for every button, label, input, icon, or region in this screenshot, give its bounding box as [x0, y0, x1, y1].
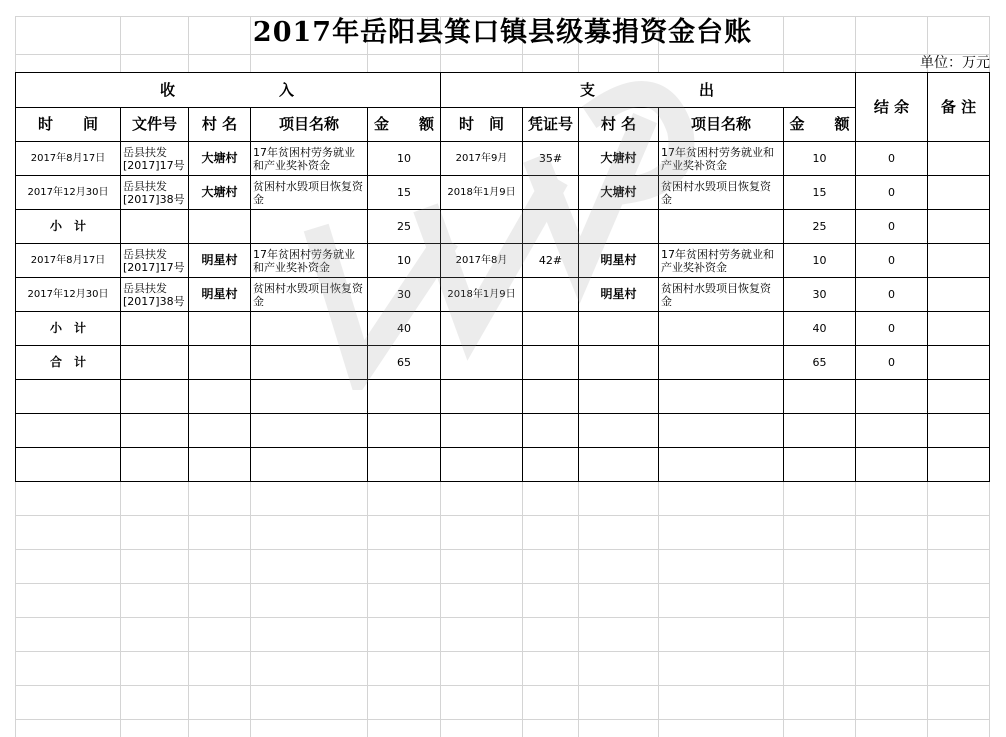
cell-expense-village: 明星村 [579, 244, 659, 278]
cell-expense-voucher: 35# [523, 142, 579, 176]
col-income-project: 项目名称 [251, 108, 368, 142]
cell-expense-amount: 25 [784, 210, 856, 244]
cell-income-project: 17年贫困村劳务就业和产业奖补资金 [251, 244, 368, 278]
cell-expense-project [659, 346, 784, 380]
income-header: 收 入 [16, 73, 441, 108]
cell-income-project [251, 380, 368, 414]
cell-income-village [189, 414, 251, 448]
cell-income-village [189, 448, 251, 482]
cell-income-time: 小 计 [16, 210, 121, 244]
col-expense-amount: 金 额 [784, 108, 856, 142]
cell-expense-voucher [523, 176, 579, 210]
col-expense-village: 村 名 [579, 108, 659, 142]
cell-income-doc [121, 414, 189, 448]
cell-income-amount [368, 448, 441, 482]
cell-income-time: 2017年8月17日 [16, 142, 121, 176]
cell-expense-village [579, 414, 659, 448]
unit-label: 单位：万元 [920, 55, 990, 71]
cell-expense-village: 明星村 [579, 278, 659, 312]
cell-expense-village: 大塘村 [579, 142, 659, 176]
table-row [16, 278, 990, 312]
cell-expense-village [579, 210, 659, 244]
cell-expense-project [659, 312, 784, 346]
cell-income-amount [368, 414, 441, 448]
cell-income-amount: 30 [368, 278, 441, 312]
table-row [16, 414, 990, 448]
cell-balance: 0 [856, 176, 928, 210]
cell-expense-voucher [523, 278, 579, 312]
cell-expense-time: 2017年9月 [441, 142, 523, 176]
cell-balance: 0 [856, 142, 928, 176]
cell-income-doc: 岳县扶发[2017]38号 [121, 278, 189, 312]
col-expense-time: 时 间 [441, 108, 523, 142]
cell-income-project [251, 346, 368, 380]
col-expense-project: 项目名称 [659, 108, 784, 142]
cell-balance: 0 [856, 346, 928, 380]
cell-income-village [189, 210, 251, 244]
cell-expense-time: 2018年1月9日 [441, 176, 523, 210]
cell-remark [928, 414, 990, 448]
table-row [16, 176, 990, 210]
cell-expense-amount: 10 [784, 244, 856, 278]
cell-expense-amount: 10 [784, 142, 856, 176]
col-income-village: 村 名 [189, 108, 251, 142]
cell-income-amount: 10 [368, 244, 441, 278]
cell-income-village [189, 312, 251, 346]
cell-income-time [16, 448, 121, 482]
cell-income-doc [121, 312, 189, 346]
table-row [16, 244, 990, 278]
cell-income-project [251, 312, 368, 346]
cell-income-doc [121, 210, 189, 244]
cell-balance [856, 380, 928, 414]
cell-remark [928, 380, 990, 414]
cell-balance [856, 448, 928, 482]
cell-income-project [251, 210, 368, 244]
expense-header: 支 出 [441, 73, 856, 108]
cell-remark [928, 278, 990, 312]
cell-income-time [16, 380, 121, 414]
cell-remark [928, 210, 990, 244]
cell-expense-time [441, 312, 523, 346]
cell-income-village: 大塘村 [189, 142, 251, 176]
table-row [16, 142, 990, 176]
cell-income-time [16, 414, 121, 448]
cell-expense-project: 17年贫困村劳务就业和产业奖补资金 [659, 142, 784, 176]
ledger-table [15, 72, 990, 482]
cell-income-time: 小 计 [16, 312, 121, 346]
cell-income-amount: 65 [368, 346, 441, 380]
cell-income-time: 2017年8月17日 [16, 244, 121, 278]
table-row [16, 380, 990, 414]
cell-income-time: 2017年12月30日 [16, 176, 121, 210]
cell-income-village: 明星村 [189, 244, 251, 278]
cell-balance [856, 414, 928, 448]
cell-balance: 0 [856, 244, 928, 278]
cell-expense-time: 2018年1月9日 [441, 278, 523, 312]
cell-remark [928, 244, 990, 278]
table-row [16, 312, 990, 346]
cell-expense-village: 大塘村 [579, 176, 659, 210]
cell-balance: 0 [856, 210, 928, 244]
col-expense-voucher: 凭证号 [523, 108, 579, 142]
cell-remark [928, 176, 990, 210]
cell-expense-voucher [523, 346, 579, 380]
cell-expense-time [441, 380, 523, 414]
cell-expense-time [441, 210, 523, 244]
cell-income-village: 大塘村 [189, 176, 251, 210]
cell-expense-time [441, 346, 523, 380]
cell-income-doc: 岳县扶发[2017]38号 [121, 176, 189, 210]
cell-expense-project [659, 210, 784, 244]
cell-expense-voucher [523, 210, 579, 244]
col-income-time: 时 间 [16, 108, 121, 142]
cell-income-project: 17年贫困村劳务就业和产业奖补资金 [251, 142, 368, 176]
cell-expense-project: 17年贫困村劳务就业和产业奖补资金 [659, 244, 784, 278]
cell-expense-amount [784, 380, 856, 414]
cell-expense-project [659, 380, 784, 414]
cell-expense-voucher [523, 380, 579, 414]
table-row [16, 448, 990, 482]
cell-income-village [189, 346, 251, 380]
cell-expense-village [579, 448, 659, 482]
cell-expense-project: 贫困村水毁项目恢复资金 [659, 176, 784, 210]
cell-expense-project: 贫困村水毁项目恢复资金 [659, 278, 784, 312]
cell-income-project [251, 448, 368, 482]
cell-remark [928, 142, 990, 176]
cell-balance: 0 [856, 278, 928, 312]
cell-income-time: 2017年12月30日 [16, 278, 121, 312]
cell-expense-time: 2017年8月 [441, 244, 523, 278]
cell-remark [928, 448, 990, 482]
cell-expense-time [441, 414, 523, 448]
cell-expense-project [659, 448, 784, 482]
cell-expense-voucher [523, 414, 579, 448]
document-title: 2017年岳阳县箕口镇县级募捐资金台账 [252, 17, 753, 48]
cell-expense-voucher [523, 312, 579, 346]
cell-income-amount: 10 [368, 142, 441, 176]
cell-income-project: 贫困村水毁项目恢复资金 [251, 278, 368, 312]
cell-expense-time [441, 448, 523, 482]
cell-expense-project [659, 414, 784, 448]
cell-income-doc [121, 448, 189, 482]
cell-expense-amount [784, 414, 856, 448]
cell-expense-amount: 65 [784, 346, 856, 380]
cell-remark [928, 312, 990, 346]
cell-balance: 0 [856, 312, 928, 346]
cell-income-project: 贫困村水毁项目恢复资金 [251, 176, 368, 210]
col-income-doc: 文件号 [121, 108, 189, 142]
cell-income-doc: 岳县扶发[2017]17号 [121, 142, 189, 176]
cell-expense-amount: 30 [784, 278, 856, 312]
col-income-amount: 金 额 [368, 108, 441, 142]
cell-expense-village [579, 346, 659, 380]
cell-income-amount: 15 [368, 176, 441, 210]
cell-expense-voucher [523, 448, 579, 482]
cell-expense-amount: 15 [784, 176, 856, 210]
cell-income-doc: 岳县扶发[2017]17号 [121, 244, 189, 278]
table-row [16, 346, 990, 380]
cell-income-amount: 40 [368, 312, 441, 346]
balance-header: 结 余 [856, 73, 928, 142]
cell-income-amount [368, 380, 441, 414]
cell-income-village: 明星村 [189, 278, 251, 312]
cell-income-doc [121, 380, 189, 414]
table-row [16, 210, 990, 244]
cell-expense-voucher: 42# [523, 244, 579, 278]
cell-income-amount: 25 [368, 210, 441, 244]
cell-expense-amount [784, 448, 856, 482]
cell-expense-village [579, 312, 659, 346]
ledger-body [16, 142, 990, 482]
remark-header: 备 注 [928, 73, 990, 142]
cell-expense-village [579, 380, 659, 414]
cell-remark [928, 346, 990, 380]
cell-income-project [251, 414, 368, 448]
cell-expense-amount: 40 [784, 312, 856, 346]
cell-income-time: 合 计 [16, 346, 121, 380]
cell-income-doc [121, 346, 189, 380]
cell-income-village [189, 380, 251, 414]
